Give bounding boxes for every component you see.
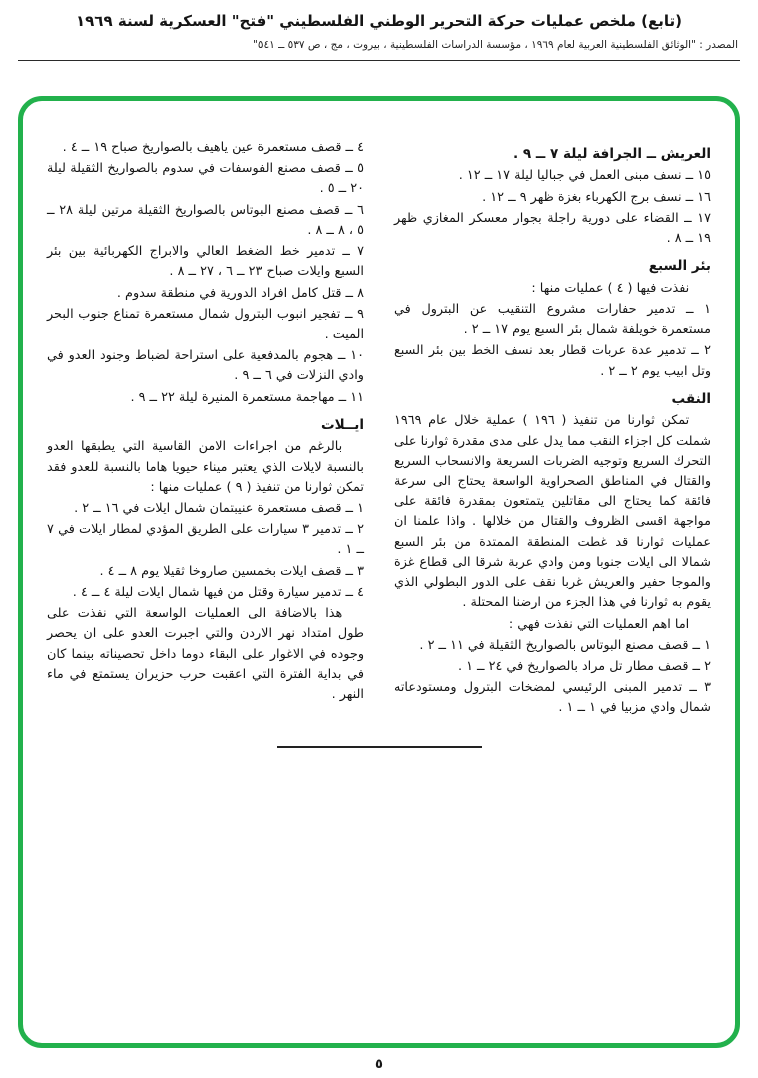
text-block: ١٦ ــ نسف برج الكهرباء بغزة ظهر ٩ ــ ١٢ . [482, 189, 711, 205]
text-block: ٣ ــ قصف ايلات بخمسين صاروخا ثقيلا يوم ٨ ــ ٤ . [99, 563, 364, 579]
text-block: ٢ ــ تدمير ٣ سيارات على الطريق المؤدي لمطار ايلات في ٧ ــ ١ . [47, 522, 364, 558]
text-block: بالرغم من اجراءات الامن القاسية التي يطبقها العدو بالنسبة لايلات الذي يعتبر ميناء حيويا هاما بالنسبة للعدو فقد تمكن ثوارنا من تنفيذ ( ٩ ) عمليات منها : [47, 439, 364, 495]
text-block: ٤ ــ قصف مستعمرة عين ياهيف بالصواريخ صباح ١٩ ــ ٤ . [62, 140, 364, 155]
text-block: ١٧ ــ القضاء على دورية راجلة بجوار معسكر المغازي ظهر ١٩ ــ ٨ . [394, 210, 711, 247]
text-block: ١٥ ــ نسف مبنى العمل في جباليا ليلة ١٧ ــ ١٢ . [458, 168, 711, 184]
text-block: ٥ ــ قصف مصنع الفوسفات في سدوم بالصواريخ الثقيلة ليلة ٢٠ ــ ٥ . [47, 161, 364, 197]
text-block: ١ ــ تدمير حفارات مشروع التنقيب عن البترول في مستعمرة خويلفة شمال بئر السبع يوم ١٧ ــ ٢ . [394, 302, 711, 338]
text-block: ٨ ــ قتل كامل افراد الدورية في منطقة سدوم . [116, 285, 364, 301]
section-heading: بئر السبع [648, 258, 711, 275]
text-block: ١ ــ قصف مصنع البوتاس بالصواريخ الثقيلة في ١١ ــ ٢ . [419, 637, 711, 653]
text-block: هذا بالاضافة الى العمليات الواسعة التي نفذت على طول امتداد نهر الاردن والتي اجبرت العدو على ان يحصر وجوده في الاغوار على البقاء دوما داخل تحصيناته بينما كان في بداية الفترة التي اعقبت حرب حزيران يستمتع في ماء النهر . [47, 606, 364, 702]
header-divider [18, 60, 740, 61]
text-block: ٢ ــ تدمير عدة عربات قطار بعد نسف الخط بين بئر السبع وتل ابيب يوم ٢ ــ ٢ . [394, 343, 711, 379]
section-heading: النقب [671, 390, 711, 407]
section-heading: ايــلات [320, 416, 364, 433]
column-left [47, 137, 364, 706]
text-block: نفذت فيها ( ٤ ) عمليات منها : [531, 280, 690, 296]
text-block: ٤ ــ تدمير سيارة وقتل من فيها شمال ايلات ليلة ٤ ــ ٤ . [72, 584, 364, 600]
document-header [0, 0, 758, 61]
green-frame [18, 96, 740, 1048]
source-citation: المصدر : "الوثائق الفلسطينية العربية لعام ١٩٦٩ ، مؤسسة الدراسات الفلسطينية ، بيروت ، مج ، ص ٥٣٧ ــ ٥٤١" [253, 39, 738, 51]
text-block: ٦ ــ قصف مصنع البوتاس بالصواريخ الثقيلة مرتين ليلة ٢٨ ــ ٥ ، ٨ ــ ٨ . [47, 202, 364, 238]
section-end-divider [277, 746, 482, 748]
section-heading: العريش ــ الجرافة ليلة ٧ ــ ٩ . [512, 146, 711, 162]
text-columns [47, 137, 711, 720]
text-block: ٣ ــ تدمير المبنى الرئيسي لمضخات البترول ومستودعاته شمال وادي مزبيا في ١ ــ ١ . [394, 680, 711, 716]
text-block: ٧ ــ تدمير خط الضغط العالي والابراج الكهربائية بين بئر السبع وايلات صباح ٢٣ ــ ٦ ، ٢٧ ــ ٨ . [47, 244, 364, 280]
text-block: ١ ــ قصف مستعمرة عنيبتمان شمال ايلات في ١٦ ــ ٢ . [74, 500, 364, 516]
page-number: ٥ [375, 1057, 383, 1072]
text-block: ١٠ ــ هجوم بالمدفعية على استراحة لضباط وجنود العدو في وادي النزلات في ٦ ــ ٩ . [47, 348, 364, 384]
text-block: تمكن ثوارنا من تنفيذ ( ١٩٦ ) عملية خلال عام ١٩٦٩ شملت كل اجزاء النقب مما يدل على مدى مقدرة ثوارنا على التحرك السريع وتوجيه الضربات السريعة والانسحاب السريع والقتال في المناطق الصحراوية الواسعة يحتاج الى سرعة فائقة كما يحتاج الى مقاتلين يتمتعون بمقدرة فائقة على مواجهة اقسى الظروف والقتال من خلالها . واذا علمنا ان عمليات ثوارنا قد غطت المنطقة الممتدة من بئر السبع شمالا الى ايلات جنوبا ومن وادي عربة شرقا الى قطاع غزة والموجا حفير والعريش غربا نقف على الدور البطولي الذي يقوم به ثوارنا في هذا الجزء من ارضنا المحتلة . [394, 413, 711, 611]
text-block: ٩ ــ تفجير انبوب البترول شمال مستعمرة تمناع جنوب البحر الميت . [47, 306, 364, 342]
text-block: ١١ ــ مهاجمة مستعمرة المنيرة ليلة ٢٢ ــ ٩ . [130, 389, 364, 405]
text-block: ٢ ــ قصف مطار تل مراد بالصواريخ في ٢٤ ــ ١ . [457, 659, 711, 674]
column-right [394, 137, 711, 720]
text-block: اما اهم العمليات التي نفذت فهي : [508, 616, 690, 632]
document-title: (تابع) ملخص عمليات حركة التحرير الوطني الفلسطيني "فتح" العسكرية لسنة ١٩٦٩ [76, 12, 682, 30]
